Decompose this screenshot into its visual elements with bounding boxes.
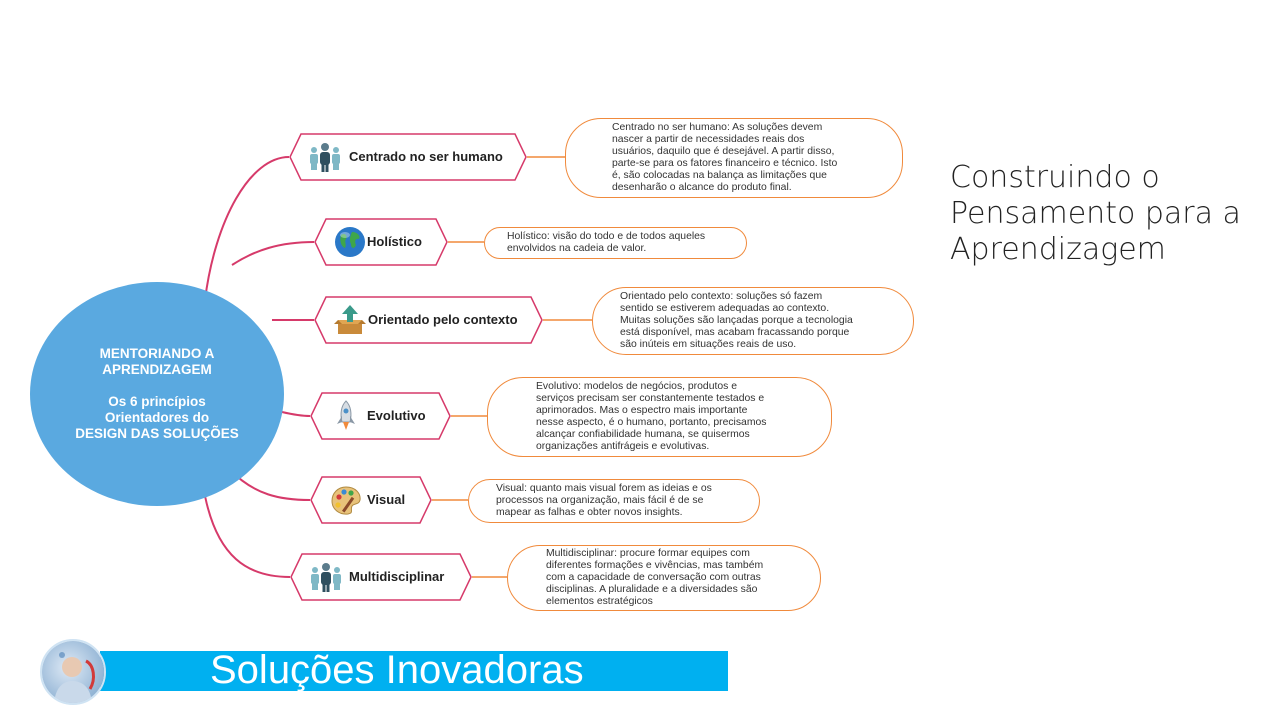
note-contexto: Orientado pelo contexto: soluções só fazem sentido se estiverem adequadas ao contexto. Muitas soluções são lançadas porque a tecnologia está disponível, mas acabam fracassando porque são inúteis em situações reais de uso. [592, 287, 914, 355]
branch-curve-6 [203, 485, 290, 577]
center-line-1: MENTORIANDO A [99, 346, 215, 361]
principle-label-6: Multidisciplinar [349, 569, 445, 584]
principle-node-holistico [314, 218, 448, 266]
note-centrado: Centrado no ser humano: As soluções devem nascer a partir de necessidades reais dos usuários, daquilo que é desejável. A partir disso, parte-se para os fatores financeiro e técnico. Isto é, são colocadas na balança as limitações que desenharão o alcance do produto final. [565, 118, 903, 198]
principle-node-evolutivo [310, 392, 451, 440]
people-icon [309, 141, 341, 173]
principle-node-centrado [289, 133, 527, 181]
avatar [40, 639, 106, 705]
principle-label-3: Orientado pelo contexto [368, 312, 518, 327]
principle-label-1: Centrado no ser humano [349, 149, 503, 164]
branch-curve-4 [282, 412, 310, 416]
palette-icon [330, 484, 362, 516]
rocket-icon [330, 400, 362, 432]
footer-title: Soluções Inovadoras [210, 648, 584, 692]
principle-label-4: Evolutivo [367, 408, 426, 423]
principle-node-visual [310, 476, 432, 524]
note-visual: Visual: quanto mais visual forem as ideias e os processos na organização, mais fácil é de se mapear as falhas e obter novos insights. [468, 479, 760, 523]
note-holistico: Holístico: visão do todo e de todos aqueles envolvidos na cadeia de valor. [484, 227, 747, 259]
center-line-4: Orientadores do [104, 410, 210, 425]
principle-node-contexto [314, 296, 543, 344]
branch-curve-2 [232, 242, 314, 265]
principle-node-multidisciplinar [290, 553, 472, 601]
center-line-2: APRENDIZAGEM [102, 362, 212, 377]
center-line-5: DESIGN DAS SOLUÇÕES [75, 426, 239, 441]
globe-icon [334, 226, 366, 258]
principle-label-2: Holístico [367, 234, 422, 249]
slide-title: Construindo o Pensamento para a Aprendizagem [950, 160, 1241, 267]
center-line-3: Os 6 princípios [108, 394, 206, 409]
note-evolutivo: Evolutivo: modelos de negócios, produtos e serviços precisam ser constantemente testados e aprimorados. Mas o espectro mais importante nesse aspecto, é o humano, portanto, precisamos alcançar confiabilidade humana, se quisermos organizações antifrágeis e evolutivas. [487, 377, 832, 457]
branch-curve-1 [205, 157, 289, 300]
box-arrow-icon [334, 304, 366, 336]
note-multidisciplinar: Multidisciplinar: procure formar equipes com diferentes formações e vivências, mas também com a capacidade de conversação com outras disciplinas. A pluralidade e a diversidades são elementos estratégicos [507, 545, 821, 611]
center-topic [30, 282, 284, 506]
principle-label-5: Visual [367, 492, 406, 507]
people-icon [310, 561, 342, 593]
